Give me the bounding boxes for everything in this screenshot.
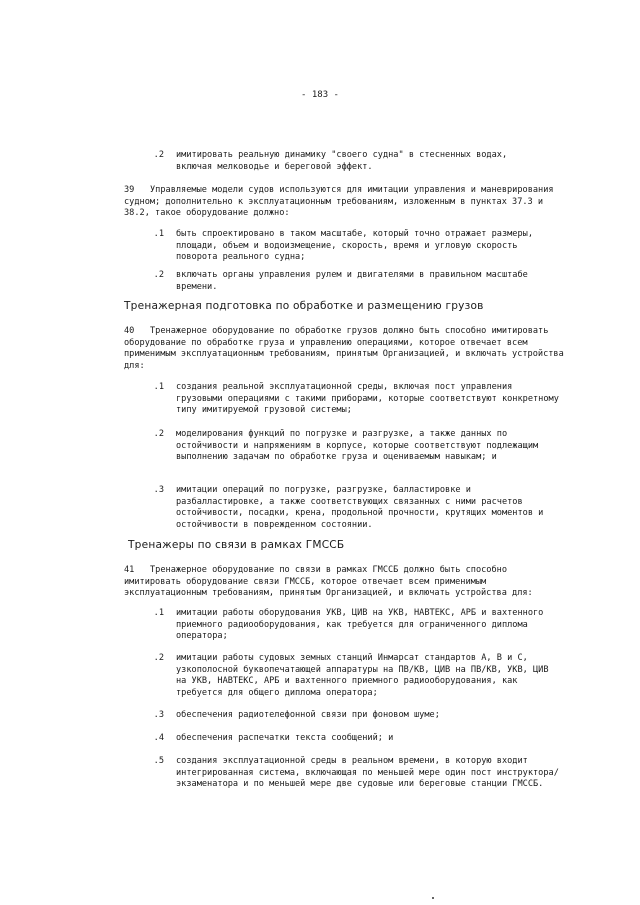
item-text: имитации работы оборудования УКВ, ЦИВ на УКВ, НАВТЕКС, АРБ и вахтенного приемного радиооборудования, как требуется для ограниченного диплома оператора;	[176, 608, 544, 641]
item-number: .2	[153, 270, 164, 280]
page-number: - 183 -	[301, 90, 339, 100]
item-number: .3	[153, 710, 164, 720]
item-number: .5	[153, 756, 164, 766]
item-text: включать органы управления рулем и двигателями в правильном масштабе времени.	[176, 270, 528, 292]
item-number: .4	[153, 733, 164, 743]
section-heading-cargo: Тренажерная подготовка по обработке и размещению грузов	[124, 300, 484, 312]
paragraph-39	[124, 185, 564, 220]
item-text: создания реальной эксплуатационной среды, включая пост управления грузовыми операциями с такими приборами, которые соответствуют конкретному типу имитируемой грузовой системы;	[176, 382, 559, 415]
item-number: .1	[153, 382, 164, 392]
item-text: моделирования функций по погрузке и разгрузке, а также данных по остойчивости и напряжениям в корпусе, которые соответствуют подлежащим выполнению задачам по обработке груза и оцениваемым навыкам; и	[176, 429, 539, 462]
paragraph-number: 40	[124, 326, 135, 336]
item-number: .2	[153, 429, 164, 439]
paragraph-text: Управляемые модели судов используются для имитации управления и маневрирования судном; дополнительно к эксплуатационным требованиям, изложенным в пунктах 37.3 и 38.2, такое оборудование должно:	[124, 185, 554, 218]
item-text: имитировать реальную динамику "своего судна" в стесненных водах, включая мелководье и береговой эффект.	[176, 150, 508, 172]
section-heading-gmdss: Тренажеры по связи в рамках ГМССБ	[128, 539, 345, 551]
paragraph-text: Тренажерное оборудование по связи в рамках ГМССБ должно быть способно имитировать оборудование связи ГМССБ, которое отвечает всем применимым эксплуатационным требованиям, принятым Организацией, и включать устройства для:	[124, 565, 533, 598]
item-text: быть спроектировано в таком масштабе, который точно отражает размеры, площади, объем и водоизмещение, скорость, время и угловую скорость поворота реального судна;	[176, 229, 533, 262]
paragraph-41	[124, 565, 564, 600]
item-text: имитации работы судовых земных станций Инмарсат стандартов А, В и С, узкополосной буквопечатающей аппаратуры на ПВ/КВ, ЦИВ на ПВ/КВ, УКВ, ЦИВ на УКВ, НАВТЕКС, АРБ и вахтенного приемного радиооборудования, как требуется для общего диплома оператора;	[176, 653, 549, 698]
paragraph-number: 39	[124, 185, 135, 195]
item-number: .1	[153, 229, 164, 239]
item-number: .1	[153, 608, 164, 618]
item-text: обеспечения распечатки текста сообщений; и	[176, 733, 394, 743]
paragraph-number: 41	[124, 565, 135, 575]
paragraph-40	[124, 326, 564, 372]
item-number: .3	[153, 485, 164, 495]
paragraph-text: Тренажерное оборудование по обработке грузов должно быть способно имитировать оборудование по обработке груза и управлению операциями, которое отвечает всем применимым эксплуатационным требованиям, принятым Организацией, и включать устройства для:	[124, 326, 564, 371]
scan-dot	[432, 897, 434, 899]
item-text: обеспечения радиотелефонной связи при фоновом шуме;	[176, 710, 440, 720]
item-text: имитации операций по погрузке, разгрузке, балластировке и разбалластировке, а также соответствующих связанных с ними расчетов остойчивости, посадки, крена, продольной прочности, крутящих моментов и остойчивости в поврежденном состоянии.	[176, 485, 544, 530]
item-text: создания эксплуатационной среды в реальном времени, в которую входит интегрированная система, включающая по меньшей мере один пост инструктора/экзаменатора и по меньшей мере две судовые или береговые станции ГМССБ.	[176, 756, 559, 789]
item-number: .2	[153, 653, 164, 663]
item-number: .2	[153, 150, 164, 160]
